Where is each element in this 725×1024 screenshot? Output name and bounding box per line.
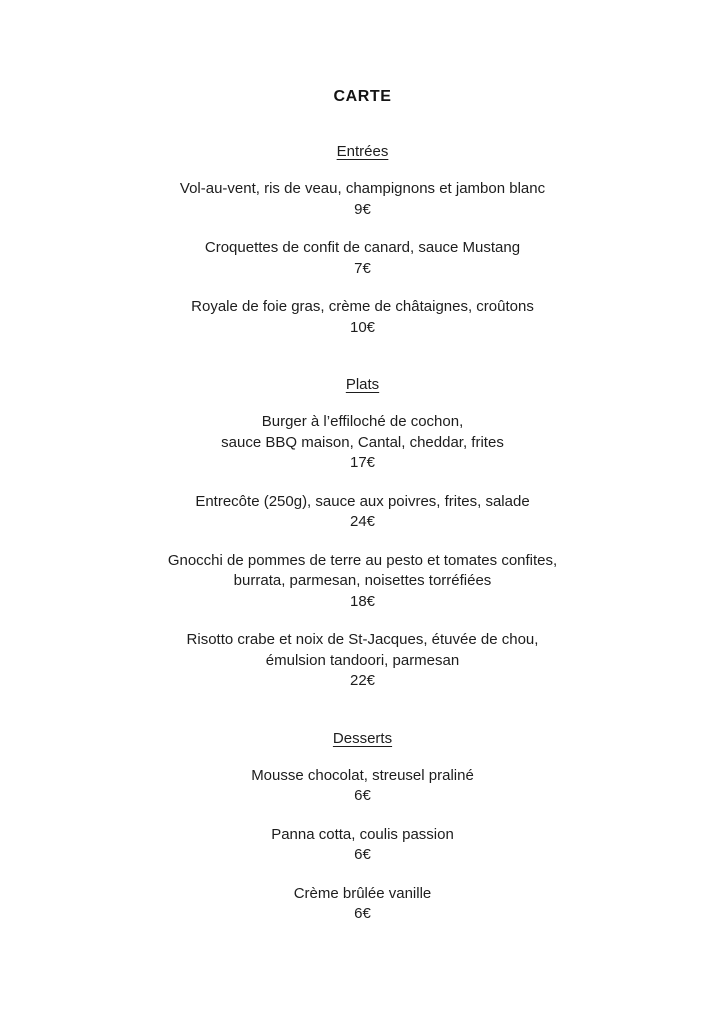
menu-item-line: Burger à l’effiloché de cochon,	[261, 413, 464, 430]
menu-item-description	[0, 630, 725, 671]
section-items	[0, 766, 725, 925]
menu-item-line: burrata, parmesan, noisettes torréfiées	[233, 572, 492, 589]
menu-item	[0, 179, 725, 220]
menu-item-price: 6€	[354, 787, 371, 804]
menu-item-line: Panna cotta, coulis passion	[271, 825, 454, 843]
menu-item-line: Risotto crabe et noix de St-Jacques, étuvée de chou,	[186, 631, 539, 648]
menu-item-line: Crème brûlée vanille	[293, 884, 432, 902]
menu-item-description	[0, 884, 725, 905]
menu-item-description	[0, 238, 725, 259]
menu-item-description	[0, 551, 725, 592]
menu-item	[0, 630, 725, 692]
section-heading: Entrées	[336, 143, 389, 160]
menu-item-price: 7€	[354, 259, 371, 277]
menu-item	[0, 492, 725, 533]
menu-item-price: 24€	[349, 513, 376, 530]
menu-item-line: Royale de foie gras, crème de châtaignes, croûtons	[191, 298, 534, 315]
menu-item	[0, 412, 725, 474]
section-items	[0, 179, 725, 338]
menu-item-line: Gnocchi de pommes de terre au pesto et tomates confites,	[167, 551, 558, 569]
page-title: CARTE	[333, 88, 392, 105]
menu-item-price: 22€	[349, 672, 376, 689]
menu-item-line: Vol-au-vent, ris de veau, champignons et jambon blanc	[179, 180, 546, 197]
menu-section-plats	[0, 375, 725, 692]
menu-item-price: 6€	[354, 846, 371, 863]
menu-item-price: 17€	[349, 454, 376, 471]
menu-item-price: 9€	[354, 200, 371, 218]
menu-item-description	[0, 766, 725, 787]
menu-item-description	[0, 179, 725, 200]
menu-item-price: 18€	[349, 592, 376, 610]
menu-item-price: 10€	[349, 318, 376, 336]
menu-item-line: émulsion tandoori, parmesan	[265, 651, 460, 669]
menu-item	[0, 551, 725, 613]
menu-section-desserts	[0, 729, 725, 925]
menu-item	[0, 238, 725, 279]
menu-sections	[0, 142, 725, 925]
menu-item-price: 6€	[354, 905, 371, 922]
menu-item	[0, 825, 725, 866]
menu-section-entrees	[0, 142, 725, 338]
menu-item-description	[0, 492, 725, 513]
menu-item	[0, 297, 725, 338]
menu-item-description	[0, 825, 725, 846]
menu-item-line: Mousse chocolat, streusel praliné	[251, 766, 474, 784]
menu-item-line: sauce BBQ maison, Cantal, cheddar, frites	[221, 433, 504, 451]
menu-item	[0, 884, 725, 925]
menu-item-description	[0, 412, 725, 453]
menu-item-description	[0, 297, 725, 318]
menu-item-line: Croquettes de confit de canard, sauce Mustang	[204, 239, 521, 256]
section-heading: Plats	[345, 376, 380, 393]
section-items	[0, 412, 725, 692]
menu-item-line: Entrecôte (250g), sauce aux poivres, frites, salade	[195, 492, 530, 510]
section-heading: Desserts	[332, 729, 393, 747]
menu-item	[0, 766, 725, 807]
